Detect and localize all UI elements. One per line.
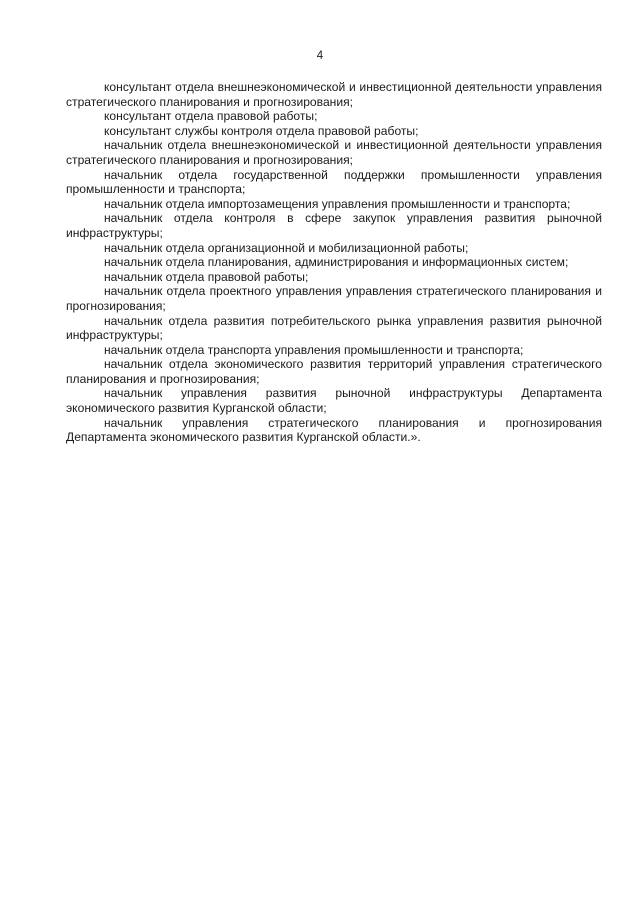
list-item: начальник управления стратегического планирования и прогнозирования Департамента экономического развития Курганской области.». — [66, 415, 602, 445]
list-item: начальник отдела проектного управления управления стратегического планирования и прогнозирования; — [66, 284, 602, 313]
list-item: начальник отдела развития потребительского рынка управления развития рыночной инфраструктуры; — [66, 313, 602, 343]
list-item: начальник отдела транспорта управления промышленности и транспорта; — [104, 342, 524, 357]
list-item: начальник отдела планирования, администрирования и информационных систем; — [104, 255, 569, 270]
list-item: начальник отдела контроля в сфере закупок управления развития рыночной инфраструктуры; — [66, 211, 602, 240]
list-item: начальник отдела импортозамещения управления промышленности и транспорта; — [104, 196, 571, 211]
list-item: начальник управления развития рыночной инфраструктуры Департамента экономического развития Курганской области; — [66, 386, 602, 416]
list-item: начальник отдела государственной поддержки промышленности управления промышленности и транспорта; — [66, 167, 602, 197]
list-item: консультант службы контроля отдела правовой работы; — [104, 123, 419, 138]
list-item: консультант отдела внешнеэкономической и инвестиционной деятельности управления стратегического планирования и прогнозирования; — [66, 80, 602, 109]
list-item: начальник отдела экономического развития территорий управления стратегического планирования и прогнозирования; — [66, 357, 602, 386]
list-item: начальник отдела организационной и мобилизационной работы; — [104, 240, 469, 255]
list-item: консультант отдела правовой работы; — [104, 109, 318, 124]
list-item: начальник отдела правовой работы; — [104, 269, 309, 284]
list-item: начальник отдела внешнеэкономической и инвестиционной деятельности управления стратегического планирования и прогнозирования; — [66, 138, 602, 167]
page-number: 4 — [316, 50, 324, 62]
position-list — [66, 80, 602, 445]
